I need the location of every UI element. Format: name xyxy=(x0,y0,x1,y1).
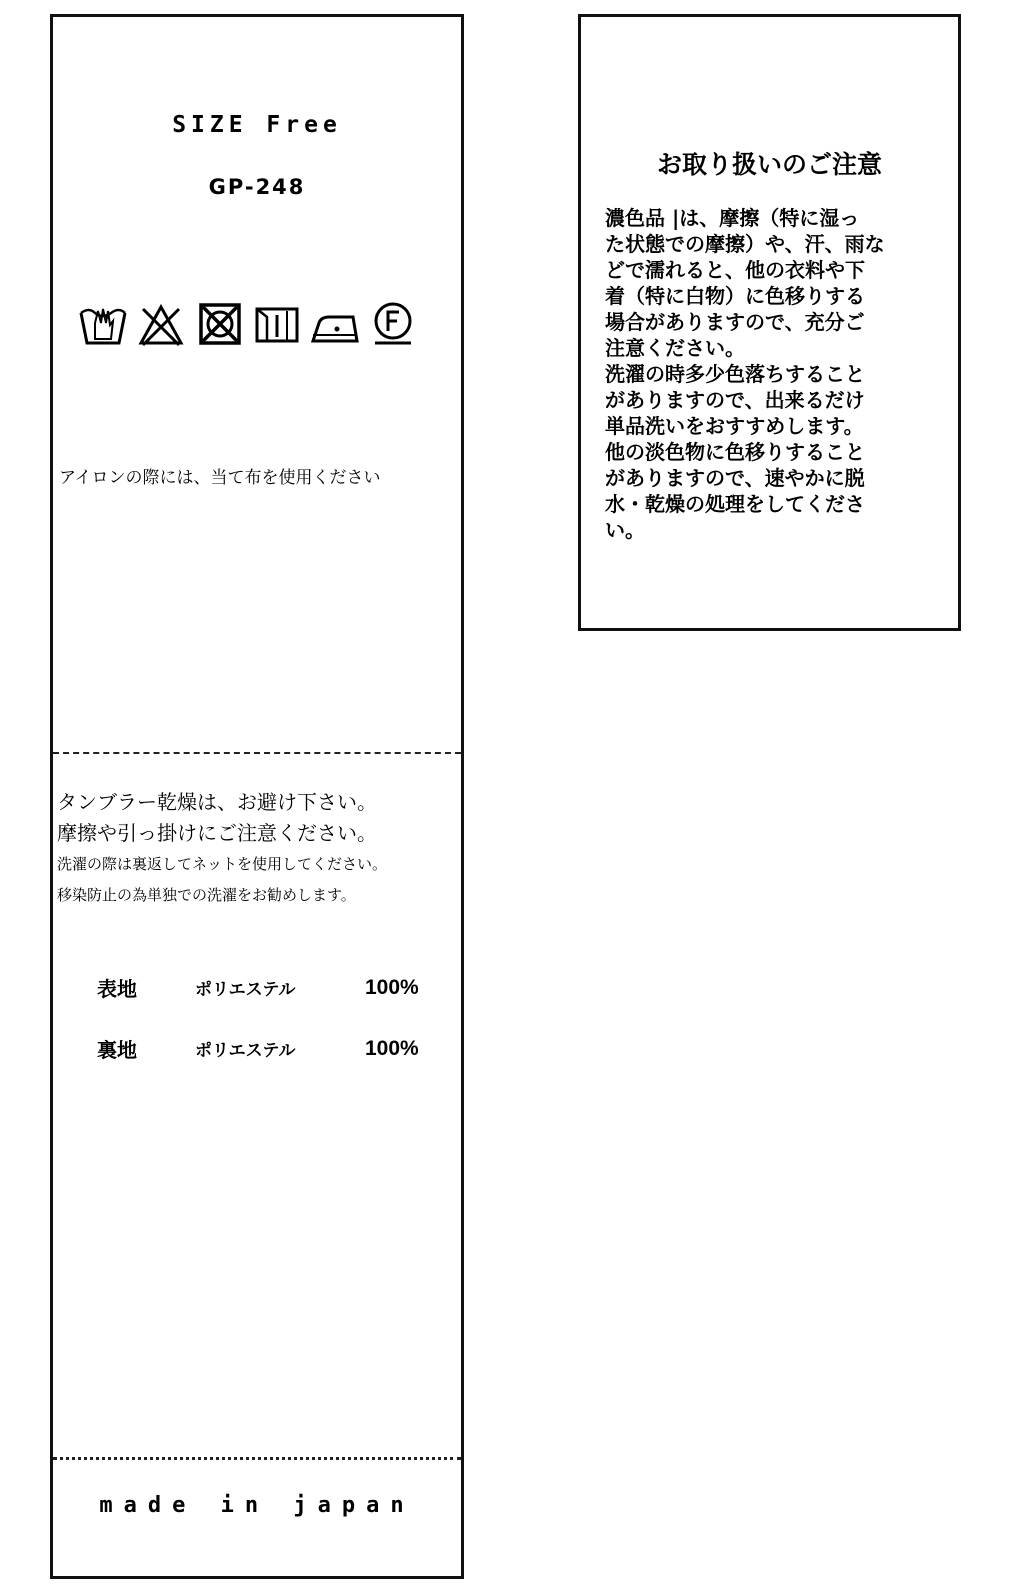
caution-line: た状態での摩擦）や、汗、雨な xyxy=(605,232,885,256)
care-note: 移染防止の為単独での洗濯をお勧めします。 xyxy=(57,886,356,904)
caution-label-tag xyxy=(578,14,961,631)
material-fiber: ポリエステル xyxy=(195,1041,296,1061)
divider xyxy=(53,1457,461,1460)
no-bleach-icon xyxy=(135,299,187,349)
caution-line: 場合がありますので、充分ご xyxy=(605,310,865,334)
care-label-tag xyxy=(50,14,464,1579)
material-row xyxy=(97,973,427,1002)
material-fiber: ポリエステル xyxy=(195,980,296,1000)
hand-wash-40-icon xyxy=(77,299,129,349)
caution-text xyxy=(605,205,945,543)
line-dry-shade-icon xyxy=(251,299,303,349)
material-percent: 100% xyxy=(365,975,419,999)
caution-line: どで濡れると、他の衣料や下 xyxy=(605,258,865,282)
country-of-origin: made in japan xyxy=(99,1493,415,1518)
iron-low-cloth-icon xyxy=(309,299,361,349)
caution-line: い。 xyxy=(605,518,645,542)
iron-instruction: アイロンの際には、当て布を使用ください xyxy=(59,468,381,488)
material-row xyxy=(97,1034,427,1063)
caution-line: 単品洗いをおすすめします。 xyxy=(605,414,864,438)
caution-line: 洗濯の時多少色落ちすること xyxy=(605,362,865,386)
care-symbols xyxy=(77,299,427,349)
dry-clean-f-icon xyxy=(367,299,419,349)
product-code: GP-248 xyxy=(208,175,306,199)
caution-line: がありますので、出来るだけ xyxy=(605,388,865,412)
size-text: SIZE Free xyxy=(172,112,342,138)
caution-line: 水・乾燥の処理をしてくださ xyxy=(605,492,865,516)
care-notes xyxy=(57,787,387,911)
care-note: 洗濯の際は裏返してネットを使用してください。 xyxy=(57,855,388,873)
no-tumble-dry-icon xyxy=(193,299,245,349)
caution-line: 注意ください。 xyxy=(605,336,745,360)
care-note: タンブラー乾燥は、お避け下さい。 xyxy=(57,790,377,814)
care-note: 摩擦や引っ掛けにご注意ください。 xyxy=(57,821,377,845)
material-part: 表地 xyxy=(97,977,137,1001)
caution-line: 濃色品 |は、摩擦（特に湿っ xyxy=(605,206,860,230)
caution-title: お取り扱いのご注意 xyxy=(656,150,882,179)
divider xyxy=(53,752,461,754)
material-percent: 100% xyxy=(365,1036,419,1060)
caution-line: 他の淡色物に色移りすること xyxy=(605,440,865,464)
caution-line: 着（特に白物）に色移りする xyxy=(605,284,865,308)
material-part: 裏地 xyxy=(97,1038,137,1062)
caution-line: がありますので、速やかに脱 xyxy=(605,466,865,490)
